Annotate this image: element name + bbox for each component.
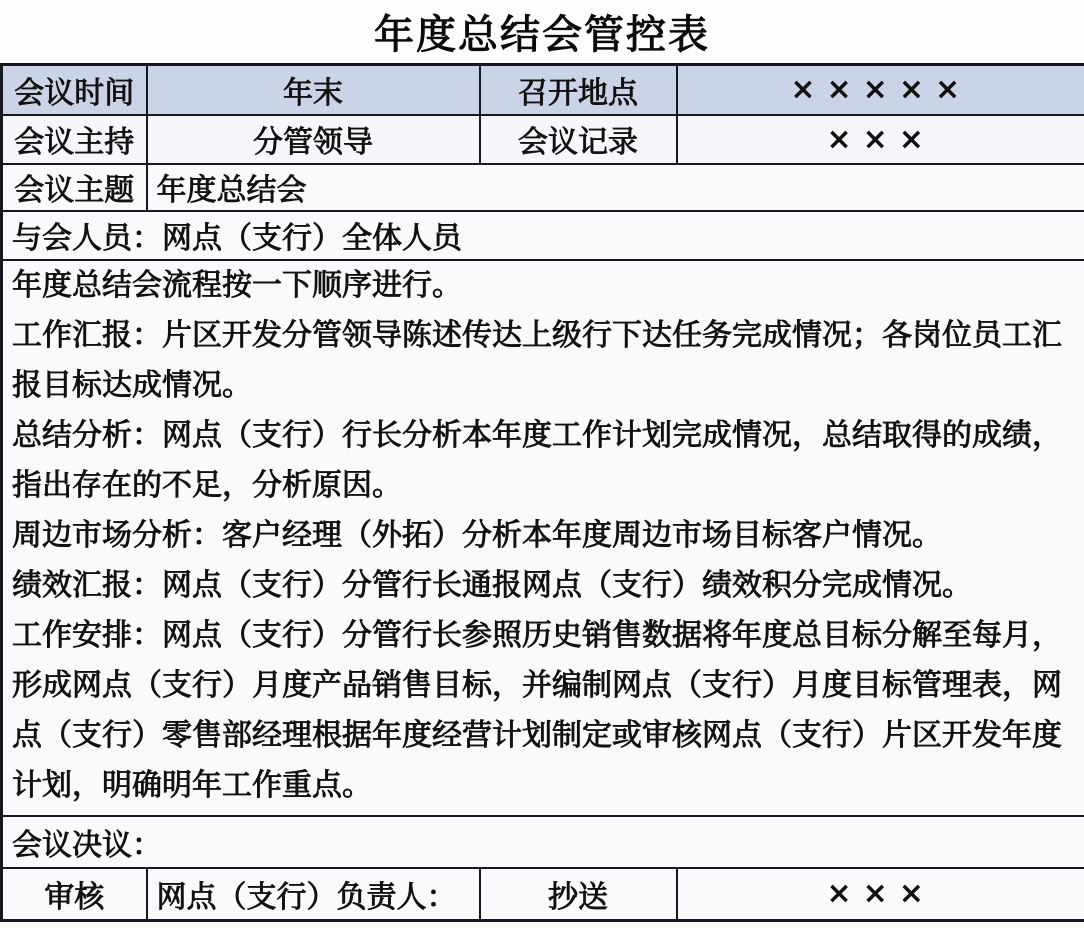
agenda-content (2, 260, 1084, 816)
agenda-item-work-report: 工作汇报：片区开发分管领导陈述传达上级行下达任务完成情况；各岗位员工汇报目标达成情况。 (12, 317, 1062, 403)
row-meeting-topic (2, 164, 1084, 211)
meeting-location-label: 召开地点 (480, 65, 677, 115)
agenda-item-summary-analysis: 总结分析：网点（支行）行长分析本年度工作计划完成情况，总结取得的成绩，指出存在的不足，分析原因。 (12, 417, 1062, 503)
page-title: 年度总结会管控表 (374, 12, 710, 58)
review-label: 审核 (2, 868, 147, 921)
meeting-recorder-label: 会议记录 (480, 115, 677, 164)
cc-label: 抄送 (480, 868, 677, 921)
meeting-control-table (0, 63, 1084, 922)
attendees-text: 与会人员：网点（支行）全体人员 (2, 211, 1084, 260)
meeting-topic-label: 会议主题 (2, 164, 147, 211)
meeting-topic-value: 年度总结会 (147, 164, 1084, 211)
agenda-item-performance-report: 绩效汇报：网点（支行）分管行长通报网点（支行）绩效积分完成情况。 (12, 567, 972, 603)
document-title-bar (0, 0, 1084, 63)
agenda-item-work-arrangement: 工作安排：网点（支行）分管行长参照历史销售数据将年度总目标分解至每月，形成网点（支行）月度产品销售目标，并编制网点（支行）月度目标管理表，网点（支行）零售部经理根据年度经营计划制定或审核网点（支行）片区开发年度计划，明确明年工作重点。 (12, 617, 1062, 803)
agenda-item-market-analysis: 周边市场分析：客户经理（外拓）分析本年度周边市场目标客户情况。 (12, 517, 942, 553)
row-resolution (2, 816, 1084, 868)
row-agenda (2, 260, 1084, 816)
agenda-intro: 年度总结会流程按一下顺序进行。 (12, 267, 462, 303)
row-meeting-time (2, 65, 1084, 115)
meeting-time-value: 年末 (147, 65, 480, 115)
row-meeting-host (2, 115, 1084, 164)
meeting-time-label: 会议时间 (2, 65, 147, 115)
cc-value: ××× (677, 868, 1084, 921)
meeting-recorder-value: ××× (677, 115, 1084, 164)
meeting-host-label: 会议主持 (2, 115, 147, 164)
meeting-location-value: ××××× (677, 65, 1084, 115)
row-attendees (2, 211, 1084, 260)
row-review (2, 868, 1084, 921)
review-value: 网点（支行）负责人： (147, 868, 480, 921)
meeting-host-value: 分管领导 (147, 115, 480, 164)
resolution-label: 会议决议： (2, 816, 1084, 868)
